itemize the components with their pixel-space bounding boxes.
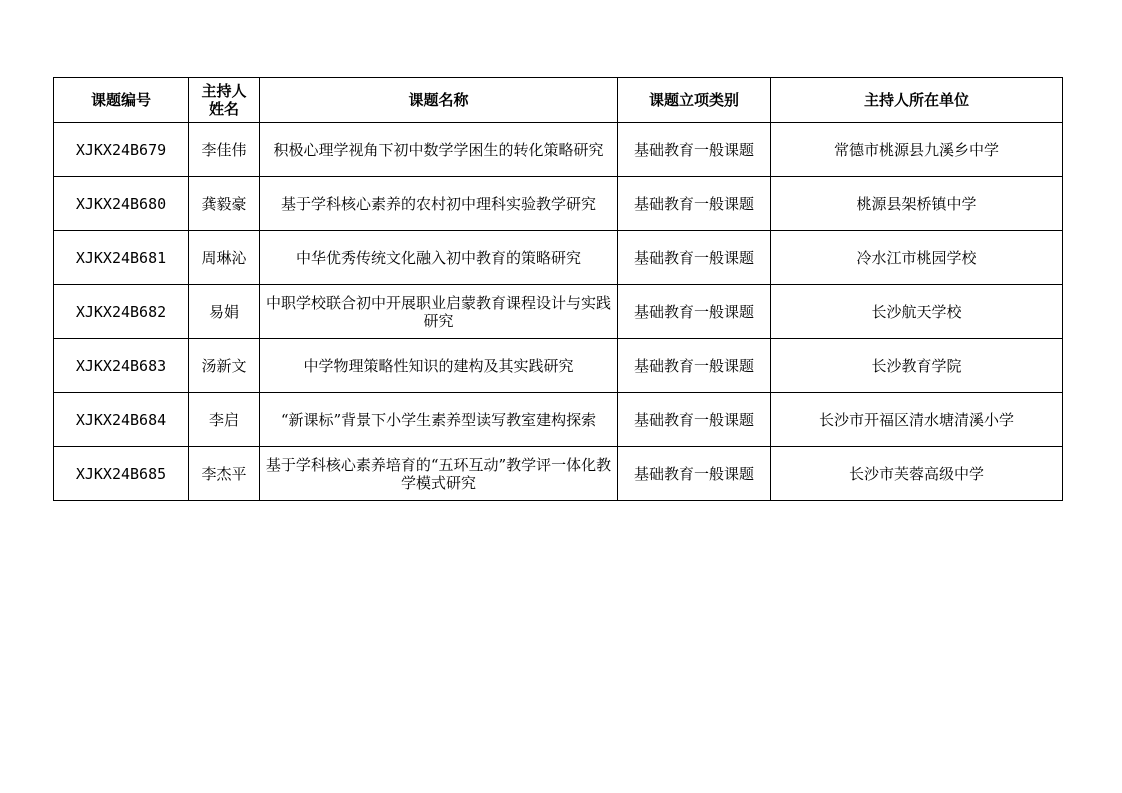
header-host-line1: 主持人	[201, 82, 247, 100]
cell-host: 周琳沁	[189, 231, 260, 285]
table-row	[54, 231, 1063, 285]
cell-code: XJKX24B685	[54, 447, 189, 501]
table-row	[54, 177, 1063, 231]
cell-host: 李佳伟	[189, 123, 260, 177]
cell-code: XJKX24B679	[54, 123, 189, 177]
cell-code: XJKX24B683	[54, 339, 189, 393]
table-header-row	[54, 78, 1063, 123]
cell-unit: 长沙教育学院	[771, 339, 1063, 393]
cell-title: 中华优秀传统文化融入初中教育的策略研究	[260, 231, 618, 285]
header-host	[189, 78, 260, 123]
cell-category: 基础教育一般课题	[618, 177, 771, 231]
header-title: 课题名称	[260, 78, 618, 123]
cell-code: XJKX24B680	[54, 177, 189, 231]
cell-category: 基础教育一般课题	[618, 447, 771, 501]
table-row	[54, 285, 1063, 339]
cell-unit: 长沙市芙蓉高级中学	[771, 447, 1063, 501]
cell-category: 基础教育一般课题	[618, 231, 771, 285]
cell-unit: 常德市桃源县九溪乡中学	[771, 123, 1063, 177]
cell-title: 基于学科核心素养培育的“五环互动”教学评一体化教学模式研究	[260, 447, 618, 501]
header-category: 课题立项类别	[618, 78, 771, 123]
table-row	[54, 339, 1063, 393]
cell-title: 基于学科核心素养的农村初中理科实验教学研究	[260, 177, 618, 231]
header-code: 课题编号	[54, 78, 189, 123]
table-row	[54, 393, 1063, 447]
cell-category: 基础教育一般课题	[618, 123, 771, 177]
cell-title: 中职学校联合初中开展职业启蒙教育课程设计与实践研究	[260, 285, 618, 339]
cell-code: XJKX24B684	[54, 393, 189, 447]
cell-unit: 桃源县架桥镇中学	[771, 177, 1063, 231]
cell-host: 李启	[189, 393, 260, 447]
header-host-line2: 姓名	[208, 100, 239, 118]
cell-unit: 长沙航天学校	[771, 285, 1063, 339]
cell-unit: 冷水江市桃园学校	[771, 231, 1063, 285]
cell-category: 基础教育一般课题	[618, 285, 771, 339]
cell-code: XJKX24B681	[54, 231, 189, 285]
header-unit: 主持人所在单位	[771, 78, 1063, 123]
cell-host: 汤新文	[189, 339, 260, 393]
table-row	[54, 447, 1063, 501]
project-table	[53, 77, 1063, 501]
cell-unit: 长沙市开福区清水塘清溪小学	[771, 393, 1063, 447]
cell-code: XJKX24B682	[54, 285, 189, 339]
cell-category: 基础教育一般课题	[618, 339, 771, 393]
cell-host: 龚毅豪	[189, 177, 260, 231]
cell-category: 基础教育一般课题	[618, 393, 771, 447]
table-row	[54, 123, 1063, 177]
cell-host: 易娟	[189, 285, 260, 339]
cell-title: 积极心理学视角下初中数学学困生的转化策略研究	[260, 123, 618, 177]
cell-title: 中学物理策略性知识的建构及其实践研究	[260, 339, 618, 393]
cell-host: 李杰平	[189, 447, 260, 501]
cell-title: “新课标”背景下小学生素养型读写教室建构探索	[260, 393, 618, 447]
